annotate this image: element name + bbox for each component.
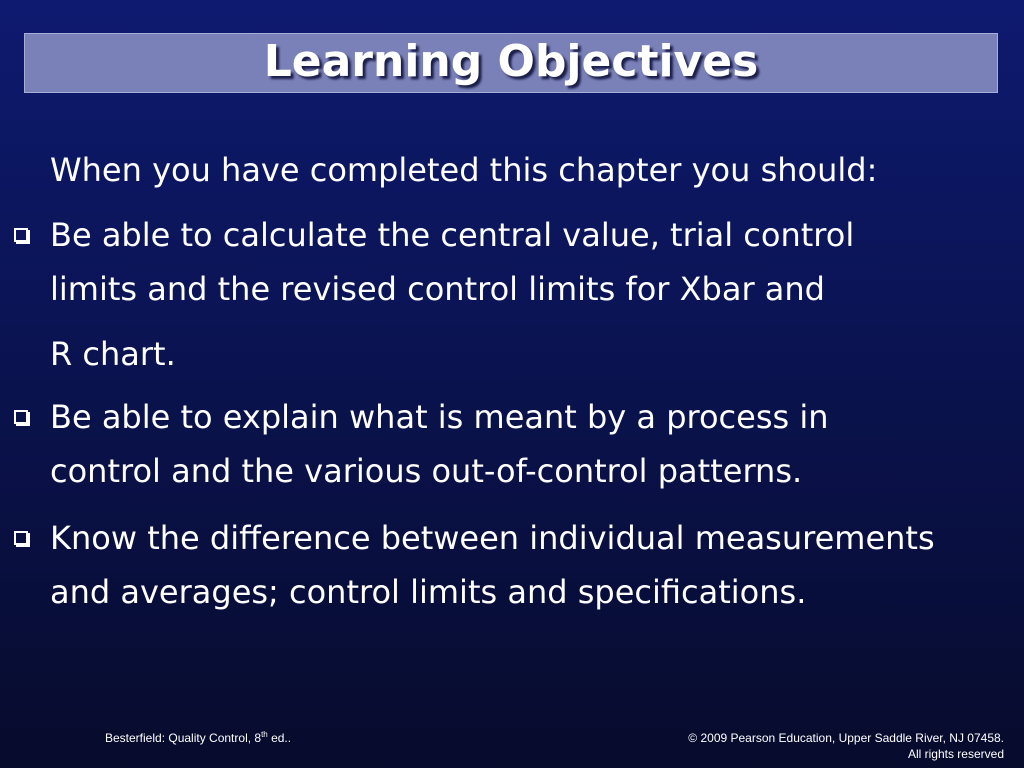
copyright-line-2: All rights reserved bbox=[907, 747, 1004, 761]
footer-copyright bbox=[688, 730, 1004, 762]
square-bullet-icon bbox=[14, 531, 28, 545]
bullet-1-line-2: limits and the revised control limits for Xbar and bbox=[50, 270, 825, 308]
bullet-3-line-1: Know the difference between individual measurements bbox=[50, 519, 935, 557]
bullet-2-line-2: control and the various out-of-control patterns. bbox=[50, 452, 803, 490]
slide-title: Learning Objectives bbox=[263, 35, 759, 87]
bullet-3-line-2: and averages; control limits and specifications. bbox=[50, 573, 807, 611]
footer-citation bbox=[105, 730, 291, 745]
intro-text: When you have completed this chapter you should: bbox=[50, 151, 878, 189]
square-bullet-icon bbox=[14, 410, 28, 424]
copyright-line-1: © 2009 Pearson Education, Upper Saddle River, NJ 07458. bbox=[688, 731, 1004, 745]
footer-citation-text: Besterfield: Quality Control, 8 bbox=[105, 731, 262, 745]
footer-citation-suffix: ed.. bbox=[267, 731, 292, 745]
footer-citation-superscript: th bbox=[261, 730, 268, 739]
bullet-2-line-1: Be able to explain what is meant by a process in bbox=[50, 398, 829, 436]
square-bullet-icon bbox=[14, 228, 28, 242]
bullet-1-line-1: Be able to calculate the central value, trial control bbox=[50, 216, 855, 254]
bullet-1-line-3: R chart. bbox=[50, 335, 176, 373]
